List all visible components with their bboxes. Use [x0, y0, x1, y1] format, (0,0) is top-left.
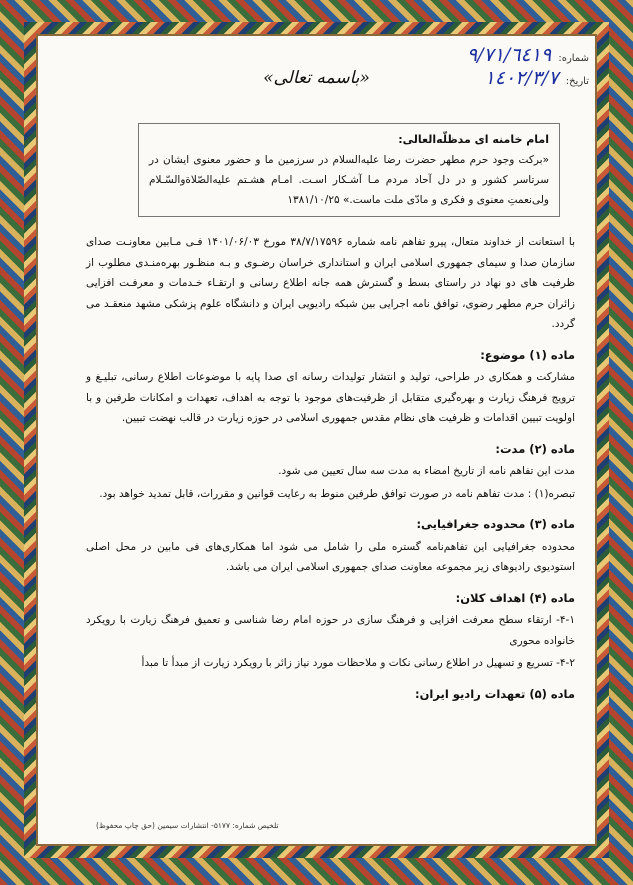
section-paragraph: تبصره(۱) : مدت تفاهم نامه در صورت توافق طرفین منوط به رعایت قوانین و مقررات، قابل تمدید خواهد بود. [99, 487, 575, 500]
basmala-title: «باسمه تعالی» [263, 68, 370, 88]
quote-text: «برکت وجود حرم مطهر حضرت رضا علیه‌السلام در سرزمین ما و حضور معنوی ایشان در سرتاسر کشور و در دل آحاد مردم مـا آشـکار اسـت. امـام هشـتم علیه‌الصّلاةوالسّـلام ولی‌نعمتِ معنوی و فکری و مادّی ملت ماست.» ۱۳۸۱/۱۰/۲۵ [149, 154, 549, 206]
intro-paragraph: با استعانت از خداوند متعال، پیرو تفاهم نامه شماره ۳۸/۷/۱۷۵۹۶ مورخ ۱۴۰۱/۰۶/۰۳ فـی مـابین معاونـت صدای سازمان صدا و سیمای جمهوری اسلامی ایران و استانداری خراسان رضـوی و بـه منظـور بهره‌منـدی مطلوب از ظرفیت های دو نهاد در راستای بسط و گسترش همه جانه اطلاع رسانی و ارتقـاء خـدمات و معرفـت افزایی زائران حرم مطهر رضوی، توافق نامه اجرایی بین شبکه رادیویی ایران و دانشگاه علوم پزشکی مشهد منعقـد می گردد. [86, 236, 575, 330]
letter-date-label: تاریخ: [565, 76, 589, 87]
document-body [86, 232, 575, 706]
section-paragraph: مشارکت و همکاری در طراحی، تولید و انتشار تولیدات رسانه ای صدا پایه با موضوعات اطلاع رسانی، تبلیـغ و ترویج فرهنگ زیارت و بهره‌گیری متقابل از ظرفیت‌های موجود با توجه به اهداف، تعهدات و امکانات طرفین و با اولویت تبیین اقدامات و ظرفیت های نظام مقدس جمهوری اسلامی در حوزه زیارت در قالب نهضت تبیین. [86, 371, 575, 424]
letter-date-value: ١٤٠٢/٣/٧ [484, 67, 559, 89]
section-heading: ماده (۲) مدت: [495, 441, 575, 456]
section-heading: ماده (۴) اهداف کلان: [455, 590, 575, 605]
section-heading: ماده (۳) محدوده جغرافیایی: [416, 517, 575, 531]
footer-imprint: تلخیص شماره: ۵۱۷۷- انتشارات سیمین (حق چاپ محفوظ) [96, 821, 279, 830]
section-paragraph: مدت این تفاهم نامه از تاریخ امضاء به مدت سه سال تعیین می شود. [278, 465, 575, 477]
section-paragraph: محدوده جغرافیایی این تفاهم‌نامه گستره ملی را شامل می شود اما همکاری‌های فی مابین در محل اصلی استودیوی رادیوهای زیر مجموعه معاونت صدای جمهوری اسلامی ایران می باشد. [86, 540, 575, 573]
section-heading: ماده (۱) موضوع: [480, 347, 575, 362]
letter-number-label: شماره: [558, 53, 589, 64]
section-heading: ماده (۵) تعهدات رادیو ایران: [415, 686, 575, 701]
section-paragraph: ۴-۱- ارتقاء سطح معرفت افزایی و فرهنگ سازی در حوزه امام رضا شناسی و تعمیق فرهنگ زیارت با رویکرد خانواده محوری [86, 614, 575, 647]
quote-title: امام خامنه ای مدظلّه‌العالی: [398, 133, 549, 146]
section-paragraph: ۴-۲- تسریع و تسهیل در اطلاع رسانی نکات و ملاحظات مورد نیاز زائر با رویکرد زیارت از مبدأ تا مبدأ [141, 657, 575, 669]
letter-number-value: ٩/٧١/٦٤١٩ [466, 44, 552, 66]
letter-number [467, 44, 589, 66]
quote-box [138, 123, 560, 217]
document-page [36, 34, 597, 846]
